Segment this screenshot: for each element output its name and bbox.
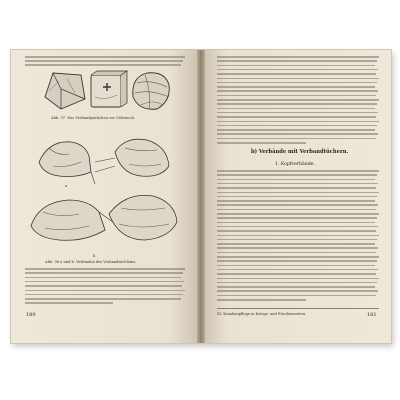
subheading-kopfverbaende: 1. Kopfverbände.: [275, 162, 315, 167]
text-line: [217, 226, 378, 228]
text-line: [217, 286, 375, 288]
text-line: [217, 209, 376, 211]
text-line: [217, 142, 306, 144]
package-folded: [45, 73, 85, 109]
hands-illustration-bottom: [31, 195, 177, 240]
text-line: [217, 260, 377, 262]
text-line: [217, 282, 377, 284]
text-line: [217, 78, 379, 80]
right-page-number: 181: [367, 312, 377, 318]
figure-98-caption: Abb. 98 a und b. Verbinden des Verbandtüchleins.: [45, 260, 137, 264]
text-line: [217, 273, 376, 275]
text-line: [217, 108, 375, 110]
hands-illustration-top: [39, 139, 169, 184]
text-line: [25, 56, 185, 58]
text-line: [25, 290, 185, 292]
text-line: [217, 116, 376, 118]
right-page: [205, 50, 391, 343]
text-line: [217, 73, 376, 75]
section-heading: b) Verbände mit Verbandtüchern.: [251, 149, 349, 155]
text-line: [217, 56, 379, 58]
figure-97-caption: Abb. 97. Das Verbandpäckchen vor Gebrauch.: [51, 116, 136, 120]
text-line: [217, 243, 375, 245]
text-line: [217, 217, 377, 219]
figure-hands-bandaging: [29, 122, 179, 254]
text-line: [217, 95, 376, 97]
text-line: [217, 239, 377, 241]
text-line: [217, 247, 378, 249]
text-line: [25, 60, 183, 62]
book-gutter: [197, 50, 205, 343]
text-line: [217, 69, 378, 71]
text-line: [217, 290, 378, 292]
text-line: [25, 268, 185, 270]
text-line: [217, 129, 375, 131]
text-line: [217, 269, 378, 271]
text-line: [217, 230, 376, 232]
figure-98-label-b: b: [93, 254, 96, 258]
text-line: [217, 299, 306, 301]
text-line: [217, 235, 379, 237]
text-line: [217, 252, 376, 254]
open-book: [11, 50, 391, 343]
text-line: [217, 204, 378, 206]
text-line: [25, 272, 183, 274]
text-line: [217, 133, 378, 135]
text-line: [217, 174, 377, 176]
text-line: [217, 90, 378, 92]
footer-rule: [217, 308, 379, 309]
text-line: [25, 64, 181, 66]
package-with-red-cross: [91, 71, 127, 107]
text-line: [217, 192, 379, 194]
left-page-number: 180: [26, 312, 36, 318]
text-line: [25, 298, 181, 300]
text-line: [217, 112, 378, 114]
text-line: [25, 294, 183, 296]
text-line: [217, 138, 376, 140]
text-line: [217, 179, 375, 181]
text-line: [217, 170, 379, 172]
text-line: [217, 99, 379, 101]
text-line: [25, 277, 181, 279]
left-page: [11, 50, 197, 343]
text-line: [217, 60, 377, 62]
text-line: [217, 278, 379, 280]
figure-98-label-a: a: [65, 184, 68, 188]
text-line: [217, 196, 377, 198]
text-line: [217, 82, 377, 84]
text-line: [25, 302, 113, 304]
text-line: [217, 256, 379, 258]
text-line: [217, 213, 379, 215]
text-line: [217, 65, 375, 67]
text-line: [217, 125, 377, 127]
figure-dressing-packages: [41, 67, 173, 113]
package-wrapped-bundle: [133, 73, 169, 110]
text-line: [217, 103, 377, 105]
text-line: [217, 222, 375, 224]
text-line: [217, 200, 375, 202]
text-line: [25, 281, 184, 283]
text-line: [217, 187, 376, 189]
text-line: [217, 265, 375, 267]
text-line: [217, 121, 379, 123]
text-line: [217, 183, 378, 185]
text-line: [217, 295, 376, 297]
text-line: [25, 285, 182, 287]
text-line: [217, 86, 375, 88]
running-footer: XI. Krankenpflege in Kriegs- und Friedenszeiten.: [217, 312, 307, 316]
